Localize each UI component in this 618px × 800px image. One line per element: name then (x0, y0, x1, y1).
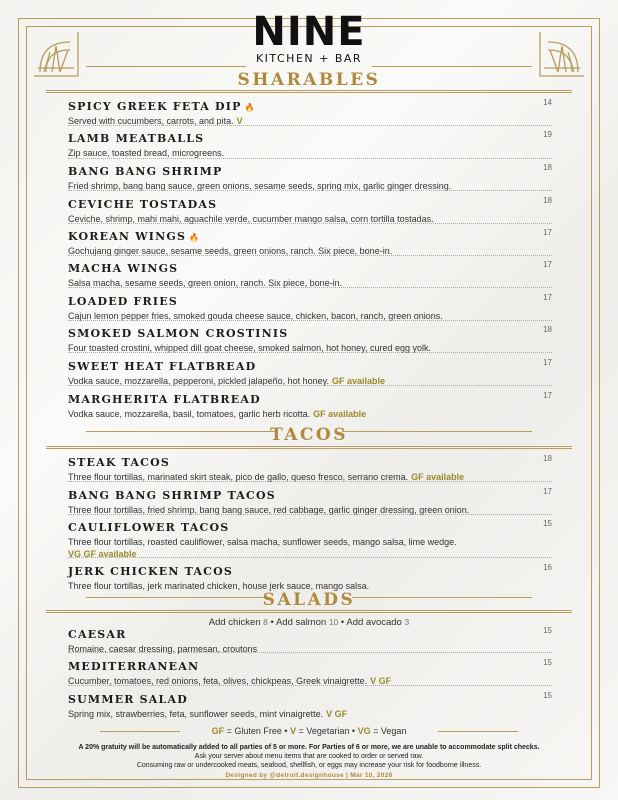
menu-item-name: STEAK TACOS (68, 456, 171, 469)
item-divider (68, 223, 552, 224)
allergy-note: Ask your server about menu items that are cooked to order or served raw. (194, 753, 424, 760)
menu-item (68, 227, 552, 257)
menu-item (68, 324, 552, 354)
menu-item-name: LOADED FRIES (68, 295, 178, 308)
dietary-tag: GF available (313, 409, 367, 419)
section-divider (46, 610, 572, 614)
section-title-sharables: SHARABLES (237, 70, 381, 90)
menu-item (68, 453, 552, 483)
menu-item-price: 17 (543, 228, 552, 237)
gratuity-note: A 20% gratuity will be automatically added to all parties of 5 or more. For Parties of 6 or more, we are unable to accommodate split checks. (78, 744, 540, 751)
menu-item-name: SWEET HEAT FLATBREAD (68, 360, 257, 373)
item-divider (68, 255, 552, 256)
menu-item-description (68, 709, 552, 720)
menu-item (68, 259, 552, 289)
description-text: Three flour tortillas, roasted cauliflower, salsa macha, sunflower seeds, mango salsa, lime wedge. (68, 537, 457, 547)
menu-item-description (68, 644, 552, 655)
legend-vg-tag: VG (357, 726, 371, 736)
title-rule-left (86, 66, 246, 67)
menu-item-description (68, 537, 552, 548)
item-divider (68, 125, 552, 126)
menu-item-name: BANG BANG SHRIMP TACOS (68, 489, 276, 502)
menu-item-name: SUMMER SALAD (68, 693, 188, 706)
description-text: Cucumber, tomatoes, red onions, feta, olives, chickpeas, Greek vinaigrette. (68, 676, 368, 686)
addon-chicken-price: 8 (263, 617, 268, 627)
description-text: Zip sauce, toasted bread, microgreens. (68, 148, 225, 158)
menu-item-price: 14 (543, 98, 552, 107)
menu-item (68, 518, 552, 560)
description-text: Salsa macha, sesame seeds, green onion, ranch. Six piece, bone-in. (68, 278, 343, 288)
item-divider (68, 287, 552, 288)
section-title-tacos: TACOS (269, 425, 349, 445)
menu-item (68, 195, 552, 225)
bullet-separator: • (340, 617, 347, 628)
menu-item (68, 162, 552, 192)
menu-item-name: SMOKED SALMON CROSTINIS (68, 327, 289, 340)
description-text: Gochujang ginger sauce, sesame seeds, green onions, ranch. Six piece, bone-in. (68, 246, 393, 256)
description-text: Ceviche, shrimp, mahi mahi, aguachile verde, cucumber mango salsa, corn tortilla tostadas. (68, 214, 434, 224)
menu-item-name: JERK CHICKEN TACOS (68, 565, 233, 578)
menu-item-price: 18 (543, 163, 552, 172)
menu-item-name: MACHA WINGS (68, 262, 179, 275)
menu-item-description (68, 409, 552, 420)
addon-avocado-price: 3 (404, 617, 410, 627)
menu-item-price: 18 (543, 325, 552, 334)
menu-item (68, 625, 552, 655)
description-text: Three flour tortillas, jerk marinated chicken, house jerk sauce, mango salsa. (68, 581, 370, 591)
section-title-salads: SALADS (262, 590, 356, 610)
menu-item (68, 390, 552, 420)
menu-item-name: BANG BANG SHRIMP (68, 165, 223, 178)
menu-item-name: MEDITERRANEAN (68, 660, 200, 673)
dietary-legend (0, 726, 618, 736)
section-divider (46, 446, 572, 450)
flame-icon: 🔥 (244, 103, 255, 112)
restaurant-logo (0, 9, 618, 65)
menu-item-name: CAULIFLOWER TACOS (68, 521, 230, 534)
item-divider (68, 385, 552, 386)
legend-gf-text: = Gluten Free (226, 726, 282, 736)
menu-item (68, 486, 552, 516)
menu-item (68, 292, 552, 322)
dietary-tag: V GF (326, 709, 348, 719)
menu-item-price: 15 (543, 519, 552, 528)
bullet-separator: • (284, 726, 291, 736)
menu-item-price: 18 (543, 454, 552, 463)
description-text: Three flour tortillas, marinated skirt steak, pico de gallo, queso fresco, serrano crema. (68, 472, 409, 482)
description-text: Vodka sauce, mozzarella, pepperoni, pickled jalapeño, hot honey. (68, 376, 330, 386)
menu-item (68, 690, 552, 720)
raw-food-warning: Consuming raw or undercooked meats, seafood, shellfish, or eggs may increase your risk for foodborne illness. (136, 762, 482, 769)
item-divider (68, 352, 552, 353)
item-divider (68, 190, 552, 191)
item-divider (68, 685, 552, 686)
menu-item-name: CEVICHE TOSTADAS (68, 198, 218, 211)
bullet-separator: • (270, 617, 276, 628)
section-divider (46, 90, 572, 94)
menu-item-price: 19 (543, 130, 552, 139)
legend-v-text: = Vegetarian (298, 726, 350, 736)
item-divider (68, 652, 552, 653)
menu-item-price: 17 (543, 293, 552, 302)
menu-item-name: KOREAN WINGS (68, 230, 187, 243)
menu-item-name: LAMB MEATBALLS (68, 132, 205, 145)
bullet-separator: • (351, 726, 358, 736)
menu-item (68, 562, 552, 592)
item-divider (68, 514, 552, 515)
legend-v-tag: V (290, 726, 297, 736)
addon-avocado-label: Add avocado (346, 617, 402, 628)
description-text: Vodka sauce, mozzarella, basil, tomatoes, garlic herb ricotta. (68, 409, 311, 419)
menu-item-name: SPICY GREEK FETA DIP (68, 100, 242, 113)
menu-item (68, 357, 552, 387)
menu-item-price: 17 (543, 487, 552, 496)
menu-item (68, 97, 552, 127)
flame-icon: 🔥 (189, 233, 200, 242)
dietary-tag: GF available (332, 376, 386, 386)
item-divider (68, 481, 552, 482)
description-text: Cajun lemon pepper fries, smoked gouda cheese sauce, chicken, bacon, ranch, green onions. (68, 311, 443, 321)
addon-salmon-price: 10 (328, 617, 339, 627)
item-divider (68, 557, 552, 558)
menu-item (68, 129, 552, 159)
description-text: Spring mix, strawberries, feta, sunflower seeds, mint vinaigrette. (68, 709, 324, 719)
menu-item-name: CAESAR (68, 628, 127, 641)
menu-item-price: 17 (543, 358, 552, 367)
description-text: Three flour tortillas, fried shrimp, bang bang sauce, red cabbage, garlic ginger dressing, green onion. (68, 505, 470, 515)
menu-item-price: 18 (543, 196, 552, 205)
title-rule-right (372, 66, 532, 67)
description-text: Served with cucumbers, carrots, and pita. (68, 116, 234, 126)
item-divider (68, 158, 552, 159)
logo-subtitle: KITCHEN + BAR (255, 52, 363, 65)
menu-item-price: 15 (543, 691, 552, 700)
description-text: Four toasted crostini, whipped dill goat cheese, smoked salmon, hot honey, cured egg yolk. (68, 343, 432, 353)
addon-chicken-label: Add chicken (208, 617, 261, 628)
menu-item-price: 17 (543, 260, 552, 269)
dietary-tag: V GF (370, 676, 392, 686)
description-text: Romaine, caesar dressing, parmesan, croutons (68, 644, 258, 654)
legend-vg-text: = Vegan (373, 726, 407, 736)
legend-gf-tag: GF (211, 726, 225, 736)
dietary-tag: V (236, 116, 243, 126)
addon-salmon-label: Add salmon (276, 617, 327, 628)
dietary-tag: VG GF available (68, 549, 137, 559)
menu-item-price: 15 (543, 626, 552, 635)
dietary-tag: GF available (411, 472, 465, 482)
designer-credit: Designed by @detroit.designhouse | Mar 10, 2026 (225, 772, 393, 779)
menu-item (68, 657, 552, 687)
menu-item-price: 15 (543, 658, 552, 667)
item-divider (68, 320, 552, 321)
menu-item-price: 17 (543, 391, 552, 400)
menu-item-name: MARGHERITA FLATBREAD (68, 393, 261, 406)
menu-item-price: 16 (543, 563, 552, 572)
description-text: Fried shrimp, bang bang sauce, green onions, sesame seeds, spring mix, garlic ginger dressing. (68, 181, 452, 191)
logo-title: NINE (252, 9, 366, 55)
